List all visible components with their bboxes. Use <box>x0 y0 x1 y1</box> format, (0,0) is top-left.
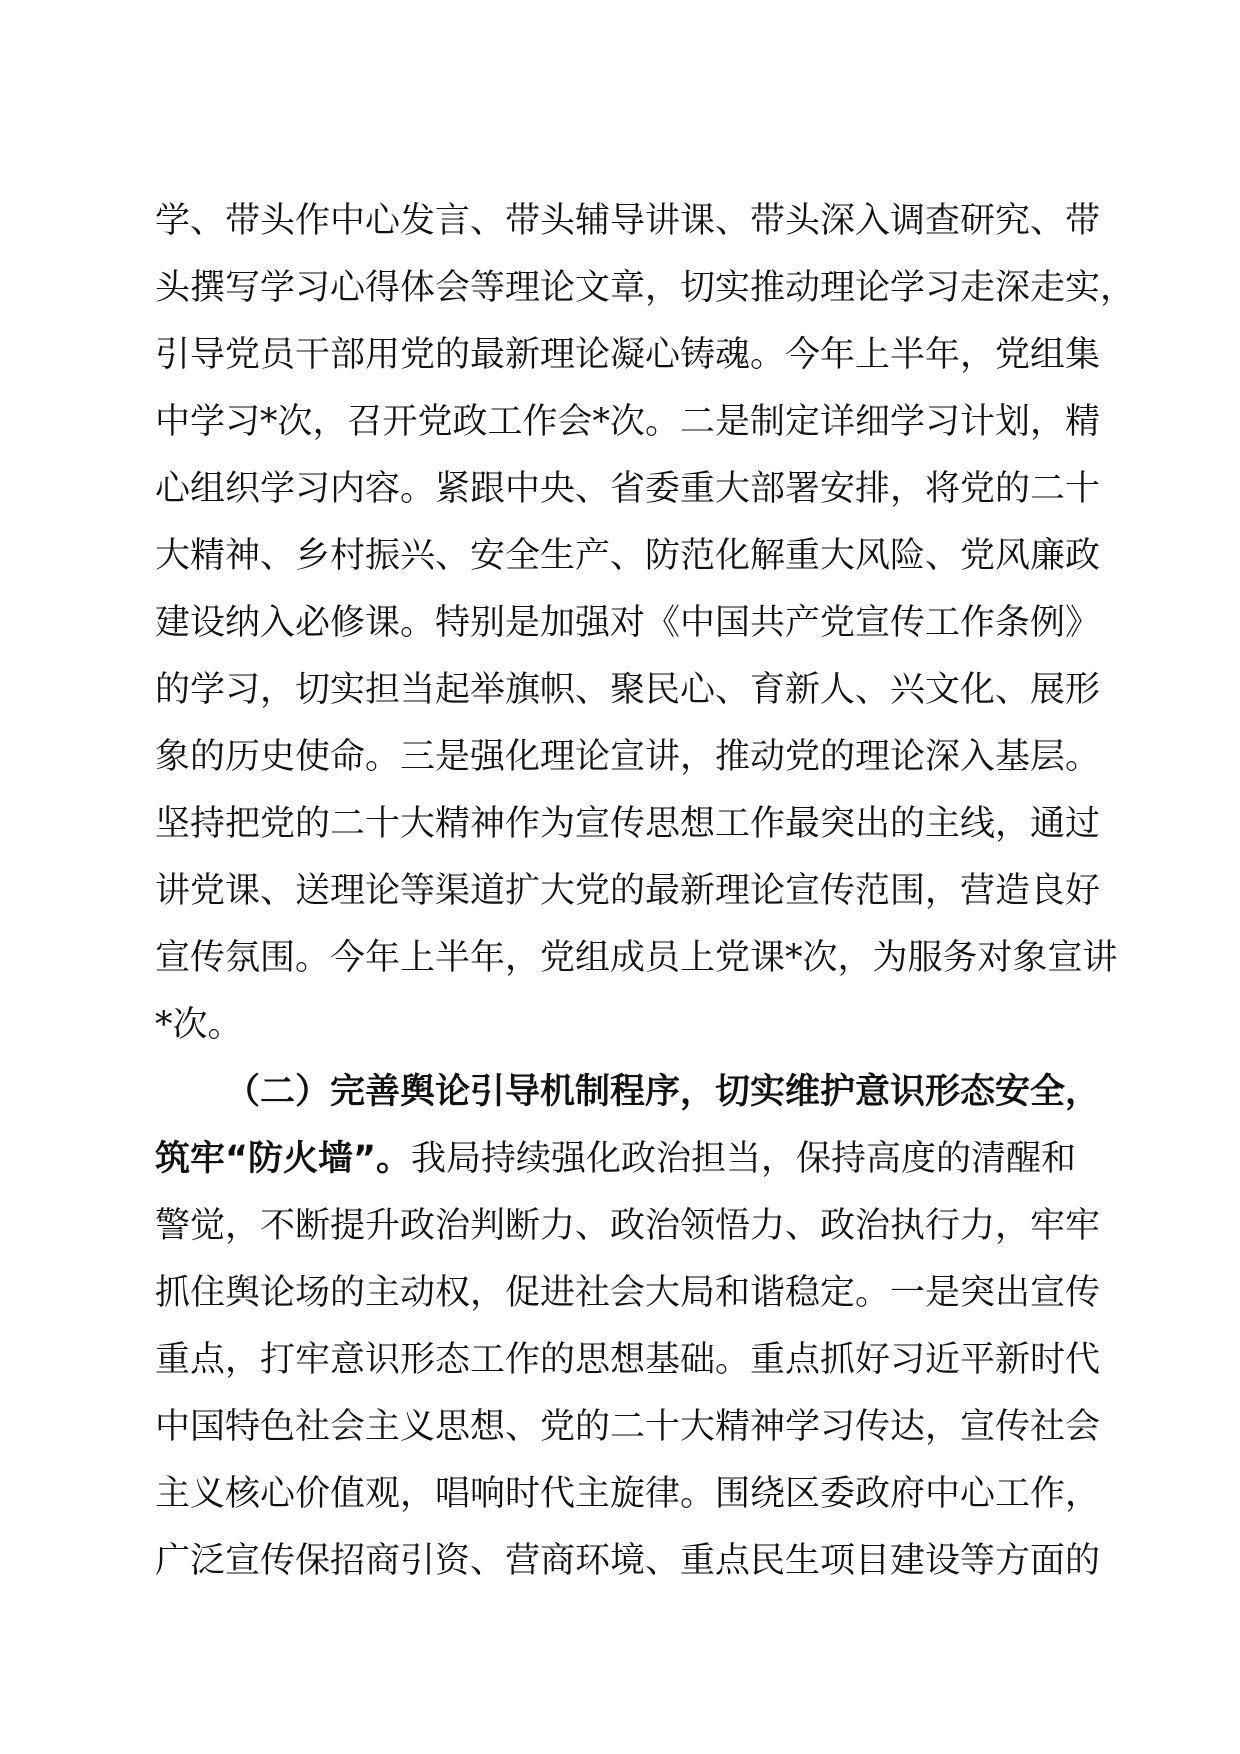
paragraph-line: 的学习，切实担当起举旗帜、聚民心、育新人、兴文化、展形 <box>155 670 1101 710</box>
paragraph-line: 学、带头作中心发言、带头辅导讲课、带头深入调查研究、带 <box>155 201 1101 241</box>
paragraph-line: 建设纳入必修课。特别是加强对《中国共产党宣传工作条例》 <box>155 603 1101 643</box>
paragraph-line: 头撰写学习心得体会等理论文章，切实推动理论学习走深走实， <box>155 268 1136 308</box>
section-heading-tail: 筑牢“防火墙”。 <box>155 1139 412 1179</box>
paragraph-line: 讲党课、送理论等渠道扩大党的最新理论宣传范围，营造良好 <box>155 871 1101 911</box>
section-heading-continued <box>155 1126 1077 1193</box>
body-text <box>155 188 1136 1595</box>
paragraph-line: 坚持把党的二十大精神作为宣传思想工作最突出的主线，通过 <box>155 804 1101 844</box>
paragraph-line: 警觉，不断提升政治判断力、政治领悟力、政治执行力，牢牢 <box>155 1206 1101 1246</box>
paragraph-line: 中国特色社会主义思想、党的二十大精神学习传达，宣传社会 <box>155 1407 1101 1447</box>
paragraph-line: 象的历史使命。三是强化理论宣讲，推动党的理论深入基层。 <box>155 737 1101 777</box>
paragraph-text: 我局持续强化政治担当，保持高度的清醒和 <box>411 1139 1077 1179</box>
section-heading: （二）完善舆论引导机制程序，切实维护意识形态安全， <box>225 1072 1101 1112</box>
paragraph-line: 主义核心价值观，唱响时代主旋律。围绕区委政府中心工作， <box>155 1474 1101 1514</box>
paragraph-line: 中学习*次，召开党政工作会*次。二是制定详细学习计划，精 <box>155 402 1101 442</box>
paragraph-line: 抓住舆论场的主动权，促进社会大局和谐稳定。一是突出宣传 <box>155 1273 1101 1313</box>
paragraph-line: 宣传氛围。今年上半年，党组成员上党课*次，为服务对象宣讲 <box>155 938 1118 978</box>
paragraph-line: 心组织学习内容。紧跟中央、省委重大部署安排，将党的二十 <box>155 469 1101 509</box>
paragraph-line-last: *次。 <box>155 1005 243 1045</box>
paragraph-line: 引导党员干部用党的最新理论凝心铸魂。今年上半年，党组集 <box>155 335 1101 375</box>
paragraph-line: 大精神、乡村振兴、安全生产、防范化解重大风险、党风廉政 <box>155 536 1101 576</box>
paragraph-line: 广泛宣传保招商引资、营商环境、重点民生项目建设等方面的 <box>155 1541 1101 1581</box>
paragraph-line: 重点，打牢意识形态工作的思想基础。重点抓好习近平新时代 <box>155 1340 1101 1380</box>
